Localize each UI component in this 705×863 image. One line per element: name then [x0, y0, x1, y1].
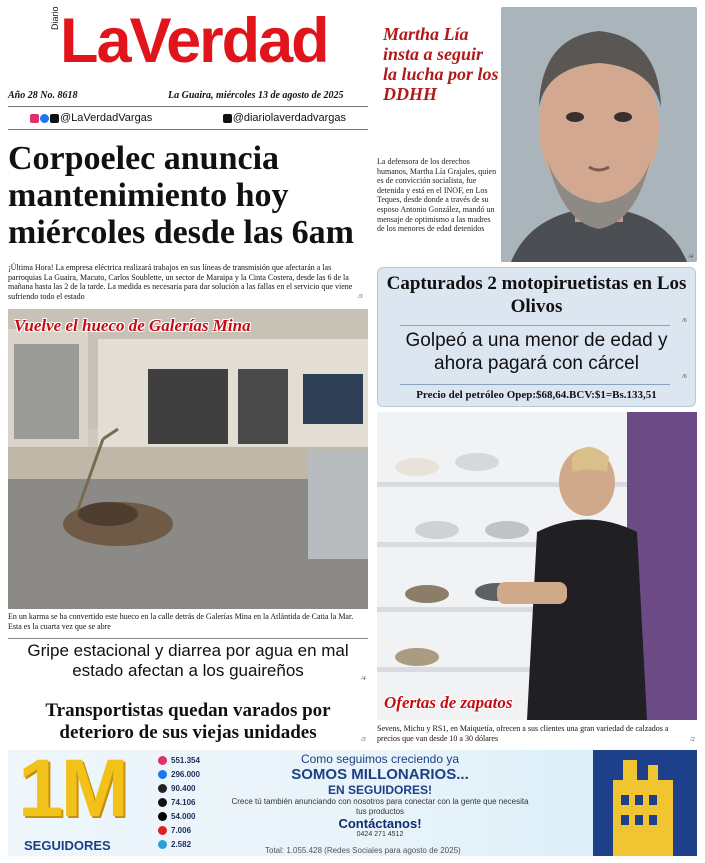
oil-price-ticker: Precio del petróleo Opep:$68,64.BCV:$1=Bs.133,51 — [416, 389, 657, 401]
stat-value: 7.006 — [171, 826, 192, 835]
feature-body: La defensora de los derechos humanos, Martha Lía Grajales, quien es de convicción socialista, fue detenida y está en el INOF, en Los Teques, desde donde a través de su esposo Antonio González, mandó un mensaje de optimismo a las madres de los menores de edad detenidos — [377, 157, 497, 234]
main-lede: ¡Última Hora! La empresa eléctrica realizará trabajos en sus líneas de transmisión que afectarán a las parroquias La Guaira, Macuto, Carlos Soublette, un sector de Maraipa y la Cinta Costera, desde las 6 de la mañana hasta las 2 de la tarde. La medida es necesaria para dar solución a las fallas en el servicio que viene sufriendo todo el estado — [8, 263, 353, 301]
social-handles-row — [8, 106, 368, 130]
main-page-ref: /3 — [358, 294, 363, 300]
promo-line-4: Crece tú también anunciando con nosotros para conectar con la gente que necesita tus productos — [231, 797, 529, 816]
promo-line-2: SOMOS MILLONARIOS... — [291, 766, 469, 783]
promo-contact: Contáctanos! — [338, 816, 422, 832]
social-handle-right: @diariolaverdadvargas — [232, 112, 346, 124]
instagram-icon — [30, 114, 39, 123]
facebook-icon — [158, 770, 167, 779]
shoe-photo-title: Ofertas de zapatos — [384, 693, 513, 712]
city-skyline-illustration — [593, 750, 697, 856]
feature-page-ref: /4 — [688, 254, 693, 260]
followers-total: Total: 1.055.428 (Redes Sociales para agosto de 2025) — [265, 846, 461, 855]
threads-icon — [158, 784, 167, 793]
telegram-icon — [158, 840, 167, 849]
gripe-headline: Gripe estacional y diarrea por agua en mal estado afectan a los guaireños — [8, 638, 368, 682]
stat-value: 74.106 — [171, 798, 196, 807]
seguidores-tag: SEGUIDORES — [24, 838, 111, 853]
hole-photo-title: Vuelve el hueco de Galerías Mina — [14, 316, 251, 335]
tiktok-icon — [158, 812, 167, 821]
social-right-group — [223, 112, 346, 124]
one-million-mark: 1M — [18, 743, 126, 834]
portrait-illustration — [501, 7, 697, 262]
shoe-caption: Sevens, Michu y RS1, en Maiquetía, ofrecen a sus clientes una gran variedad de calzados a precios que van desde 10 a 30 dólares — [377, 724, 669, 743]
edition-number: Año 28 No. 8618 — [8, 90, 78, 101]
gripe-page-ref: /4 — [361, 676, 366, 682]
promo-line-3: EN SEGUIDORES! — [327, 783, 432, 797]
stat-instagram — [158, 756, 200, 765]
stat-facebook — [158, 770, 200, 779]
street-illustration — [8, 309, 368, 609]
banner-promo-text — [230, 752, 530, 838]
stat-telegram — [158, 840, 191, 849]
hole-caption: En un karma se ha convertido este hueco en la calle detrás de Galerías Mina en la Atlántida de Catia la Mar. Esta es la cuarta vez que se abre — [8, 612, 354, 631]
moto-headline: Capturados 2 motopiruetistas en Los Olivos — [386, 273, 687, 317]
stat-youtube — [158, 826, 191, 835]
stat-value: 296.000 — [171, 770, 200, 779]
masthead-diario: Diario — [50, 6, 60, 30]
newspaper-logo: LaVerdad — [60, 6, 328, 76]
stat-value: 2.582 — [171, 840, 192, 849]
stat-value: 551.354 — [171, 756, 200, 765]
facebook-icon — [40, 114, 49, 123]
transport-page-ref: /3 — [361, 737, 366, 743]
moto-page-ref: /6 — [682, 318, 687, 324]
social-handle-left: @LaVerdadVargas — [60, 112, 153, 124]
stat-x — [158, 798, 195, 807]
moto-subheadline: Golpeó a una menor de edad y ahora pagará con cárcel — [405, 330, 668, 374]
shoe-page-ref: /2 — [690, 737, 695, 743]
shoe-store-photo — [377, 412, 697, 720]
petro-divider — [400, 384, 670, 385]
instagram-icon — [158, 756, 167, 765]
main-headline: Corpoelec anuncia mantenimiento hoy miércoles desde las 6am — [8, 140, 354, 252]
stat-value: 90.400 — [171, 784, 196, 793]
shoe-illustration — [377, 412, 697, 720]
street-hole-photo — [8, 309, 368, 609]
x-icon — [50, 114, 59, 123]
youtube-icon — [158, 826, 167, 835]
transport-headline: Transportistas quedan varados por deterioro de sus viejas unidades — [45, 700, 331, 743]
stat-tiktok — [158, 812, 195, 821]
promo-phone: 0424 271 4512 — [356, 831, 404, 839]
social-icons-group — [30, 112, 60, 124]
stat-value: 54.000 — [171, 812, 196, 821]
feature-title: Martha Lía insta a seguir la lucha por los DDHH — [383, 24, 499, 105]
stat-threads — [158, 784, 195, 793]
moto-divider — [400, 325, 670, 326]
moto-sub-page-ref: /6 — [682, 374, 687, 380]
x-icon — [158, 798, 167, 807]
tiktok-icon — [223, 114, 232, 123]
portrait-photo — [501, 7, 697, 262]
promo-line-1: Como seguimos creciendo ya — [300, 752, 460, 766]
dateline: La Guaira, miércoles 13 de agosto de 2025 — [168, 90, 344, 101]
